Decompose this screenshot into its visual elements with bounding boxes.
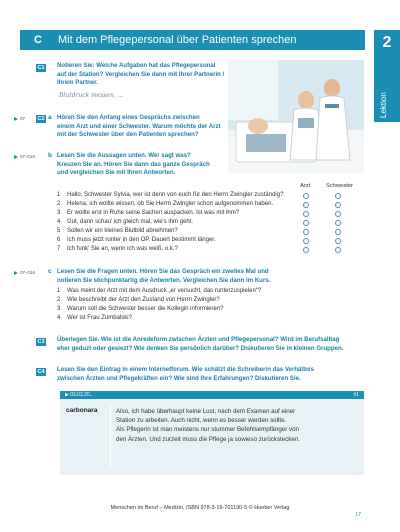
question-row: 2 Wie beschreibt der Arzt den Zustand von Herrn Zwingler? xyxy=(57,297,220,303)
subtask-a: a xyxy=(48,114,52,121)
task-c4-text: Lesen Sie den Eintrag in einem Internetforum. Wie schätzt die Schreiberin das Verhältnis zwischen Ärzten und Pflegekräften ein? Wie sind Ihre Erfahrungen? Diskutieren Sie. xyxy=(57,366,314,382)
forum-post xyxy=(60,391,364,475)
question-list xyxy=(57,287,261,323)
statement-list xyxy=(57,191,283,254)
task-badge-c3: C3 xyxy=(37,339,45,345)
radio-arzt-2[interactable] xyxy=(303,202,309,208)
lesson-tab xyxy=(374,30,400,122)
question-row: 3 Warum soll die Schwester besser die Kollegin informieren? xyxy=(57,306,224,312)
forum-post-date: ▶ 03.03.20.. xyxy=(65,392,93,398)
radio-arzt-7[interactable] xyxy=(303,247,309,253)
question-row: 4 Wer ist Frau Zumbalski? xyxy=(57,315,132,321)
handwritten-example: Blutdruck messen, ... xyxy=(59,92,124,99)
audio-track-icon xyxy=(14,155,18,159)
forum-post-body: Also, ich habe überhaupt keine Lust, nach dem Examen auf einer Station zu arbeiten. Auch nicht, wenn es besser werden sollte. Als Pflegerin ist man meistens nur stummer Befehlsempfänger von den Ärzten. Und zurzeit muss die Pflege ja sowieso zurückstecken. xyxy=(116,408,300,443)
audio-track-icon xyxy=(14,117,18,121)
forum-divider xyxy=(110,403,111,469)
task-b-text: Lesen Sie die Aussagen unten. Wer sagt was? Kreuzen Sie an. Hören Sie dann das ganze Gespräch und vergleichen Sie mit Ihren Antworten. xyxy=(57,152,210,177)
statement-row: 2 Helena, ich wollte wissen, ob Sie Herrn Zwingler schon aufgenommen haben. xyxy=(57,201,274,207)
radio-schwester-3[interactable] xyxy=(335,211,341,217)
radio-schwester-6[interactable] xyxy=(335,238,341,244)
radio-schwester-1[interactable] xyxy=(335,193,341,199)
subtask-b: b xyxy=(48,152,52,159)
radio-arzt-1[interactable] xyxy=(303,193,309,199)
audio-track-c[interactable]: 07–016 xyxy=(14,270,35,275)
task-c3-text: Überlegen Sie. Wie ist die Anredeform zwischen Ärzten und Pflegepersonal? Wird im Berufsalltag eher geduzt oder gesiezt? Wie denken Sie persönlich darüber? Diskutieren Sie in kleinen Gruppen. xyxy=(57,336,344,352)
task-badge-c4: C4 xyxy=(37,369,45,375)
forum-post-number: #1 xyxy=(353,392,359,398)
statement-row: 7 Ich funk' Sie an, wenn ich was weiß, o.k.? xyxy=(57,246,178,252)
radio-arzt-6[interactable] xyxy=(303,238,309,244)
radio-schwester-5[interactable] xyxy=(335,229,341,235)
statement-row: 3 Er wollte erst in Ruhe seine Sachen auspacken. Ist was mit ihm? xyxy=(57,210,240,216)
radio-arzt-5[interactable] xyxy=(303,229,309,235)
statement-row: 4 Gut, dann schau' ich gleich mal, wie's ihm geht. xyxy=(57,219,194,225)
section-header xyxy=(20,30,365,50)
radio-schwester-4[interactable] xyxy=(335,220,341,226)
radio-schwester-2[interactable] xyxy=(335,202,341,208)
statement-row: 5 Sollen wir ein kleines Blutbild abnehmen? xyxy=(57,228,178,234)
page-number: 17 xyxy=(355,512,362,518)
section-title: Mit dem Pflegepersonal über Patienten sprechen xyxy=(58,34,297,46)
section-letter: C xyxy=(34,34,42,46)
audio-track-b[interactable]: 07–016 xyxy=(14,154,35,159)
forum-username[interactable]: carbonara xyxy=(66,407,98,414)
task-c-text: Lesen Sie die Fragen unten. Hören Sie das Gespräch ein zweites Mal und notieren Sie stichpunktartig die Antworten. Vergleichen Sie dann im Kurs. xyxy=(57,268,271,284)
statement-row: 1 Hallo, Schwester Sylvia, wer ist denn von euch für den Herrn Zwingler zuständig? xyxy=(57,192,284,198)
audio-track-icon xyxy=(14,271,18,275)
task-badge-c1: C1 xyxy=(37,65,45,71)
radio-schwester-7[interactable] xyxy=(335,247,341,253)
radio-arzt-3[interactable] xyxy=(303,211,309,217)
forum-post-header xyxy=(60,391,364,399)
task-c1-text: Notieren Sie: Welche Aufgaben hat das Pflegepersonal auf der Station? Vergleichen Sie dann mit Ihrer Partnerin / Ihrem Partner. xyxy=(57,62,225,87)
subtask-c: c xyxy=(48,268,52,275)
column-arzt: Arzt xyxy=(300,183,311,189)
radio-arzt-4[interactable] xyxy=(303,220,309,226)
lesson-number: 2 xyxy=(382,34,392,51)
hospital-photo xyxy=(228,60,364,174)
column-schwester: Schwester xyxy=(326,183,354,189)
footer-credit: Menschen im Beruf – Medizin, ISBN 978-3-19-701190-5 © Hueber Verlag xyxy=(110,505,290,511)
audio-track-c2[interactable]: 07 xyxy=(14,116,25,121)
doctor-nurse-patient-illustration xyxy=(228,60,364,174)
task-badge-c2: C2 xyxy=(37,116,45,122)
lesson-label: Lektion xyxy=(379,92,388,118)
question-row: 1 Was meint der Arzt mit dem Ausdruck „er versucht, das runterzuspielen“? xyxy=(57,288,262,294)
task-c2a-text: Hören Sie den Anfang eines Gesprächs zwischen einem Arzt und einer Schwester. Warum möchte der Arzt mit der Schwester über den Patienten sprechen? xyxy=(57,114,221,139)
statement-row: 6 Ich muss jetzt runter in den OP. Dauert bestimmt länger. xyxy=(57,237,216,243)
